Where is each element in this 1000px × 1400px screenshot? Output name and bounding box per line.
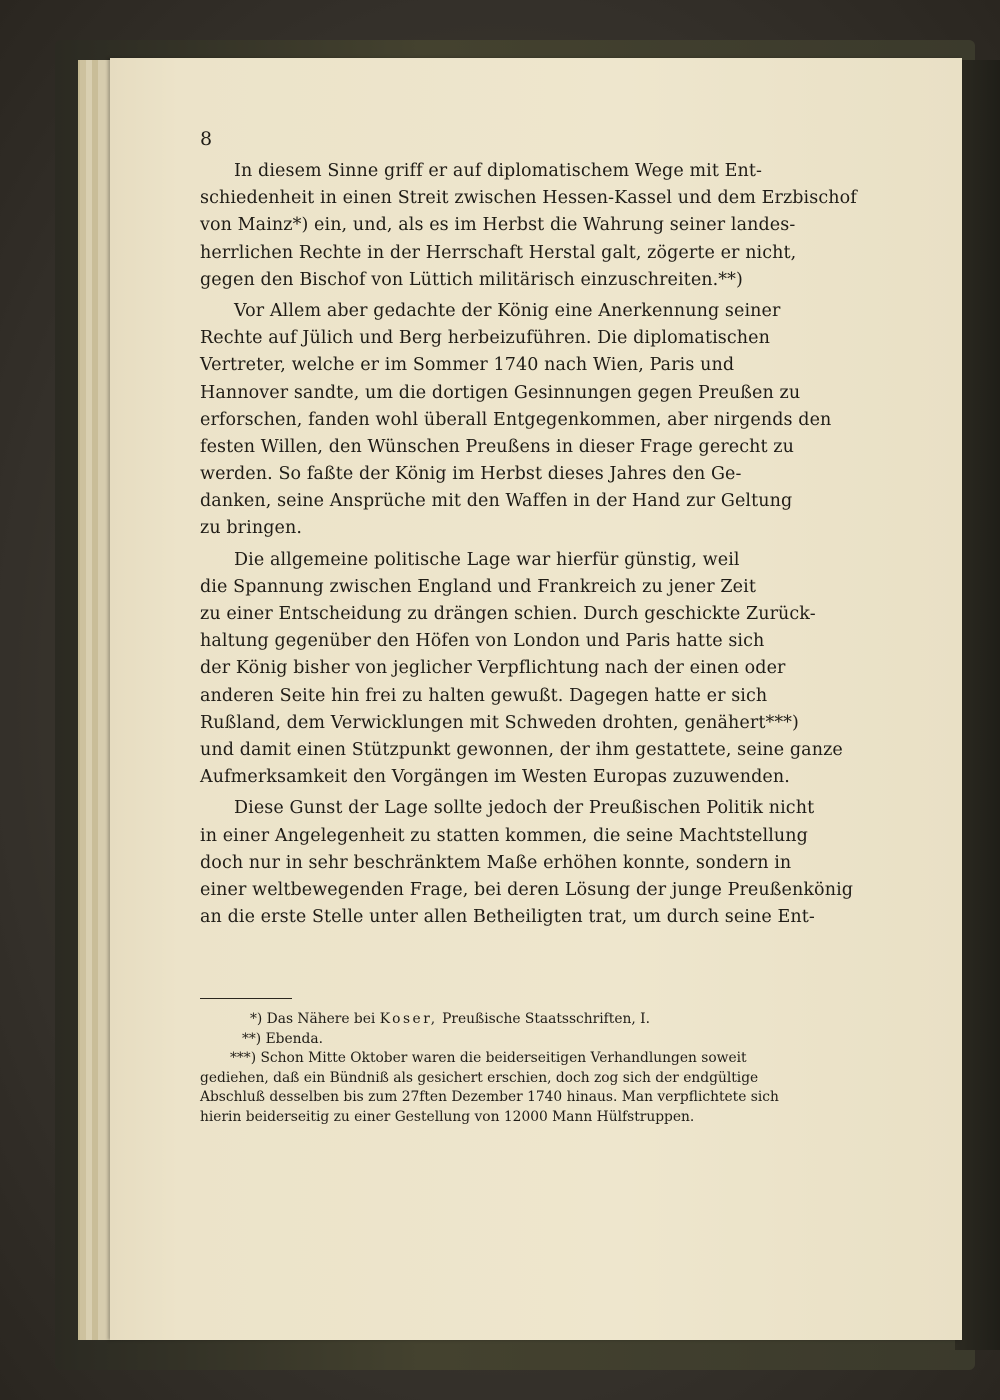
text-line: von Mainz*) ein, und, als es im Herbst die Wahrung seiner landes- (200, 215, 796, 236)
text-line: danken, seine Ansprüche mit den Waffen in der Hand zur Geltung (200, 491, 793, 512)
text-line: Aufmerksamkeit den Vorgängen im Westen Europas zuzuwenden. (200, 767, 790, 788)
text-line: zu einer Entscheidung zu drängen schien. Durch geschickte Zurück- (200, 604, 816, 624)
footnote-text: Ebenda. (265, 1030, 323, 1047)
body-text (200, 158, 857, 935)
text-line: herrlichen Rechte in der Herrschaft Herstal galt, zögerte er nicht, (200, 242, 797, 263)
text-line: Rechte auf Jülich und Berg herbeizuführen. Die diplomatischen (200, 328, 770, 349)
text-line: festen Willen, den Wünschen Preußens in dieser Frage gerecht zu (200, 436, 794, 457)
footnote-marker: **) (242, 1030, 262, 1047)
text-line: zu bringen. (200, 518, 302, 539)
footnote-1 (200, 1010, 720, 1030)
footnote-separator (200, 998, 292, 999)
text-line: In diesem Sinne griff er auf diplomatischem Wege mit Ent- (234, 161, 763, 181)
text-line: haltung gegenüber den Höfen von London und Paris hatte sich (200, 631, 765, 652)
text-line: werden. So faßte der König im Herbst dieses Jahres den Ge- (200, 464, 742, 485)
text-line: an die erste Stelle unter allen Betheiligten trat, um durch seine Ent- (200, 907, 815, 928)
text-line: doch nur in sehr beschränktem Maße erhöhen konnte, sondern in (200, 852, 792, 873)
text-line: die Spannung zwischen England und Frankreich zu jener Zeit (200, 576, 756, 597)
text-line: Vor Allem aber gedachte der König eine Anerkennung seiner (234, 300, 781, 321)
footnote-3-line: hierin beiderseitig zu einer Gestellung von 12000 Mann Hülfstruppen. (200, 1108, 695, 1125)
text-line: Diese Gunst der Lage sollte jedoch der Preußischen Politik nicht (234, 798, 815, 819)
footnote-3-line: ***) Schon Mitte Oktober waren die beiderseitigen Verhandlungen soweit (230, 1050, 747, 1067)
text-line: anderen Seite hin frei zu halten gewußt. Dagegen hatte er sich (200, 685, 768, 706)
footnote-text: Preußische Staatsschriften, I. (442, 1011, 650, 1027)
text-line: erforschen, fanden wohl überall Entgegenkommen, aber nirgends den (200, 409, 832, 430)
footnotes (200, 1010, 779, 1128)
paragraph-2 (200, 298, 832, 543)
text-line: einer weltbewegenden Frage, bei deren Lösung der junge Preußenkönig (200, 879, 854, 900)
text-line: der König bisher von jeglicher Verpflichtung nach der einen oder (200, 658, 786, 679)
paragraph-3 (200, 547, 843, 792)
text-line: gegen den Bischof von Lüttich militärisch einzuschreiten.**) (200, 269, 743, 290)
text-line: Rußland, dem Verwicklungen mit Schweden drohten, genähert***) (200, 712, 799, 733)
paragraph-1 (200, 158, 857, 294)
paragraph-4 (200, 795, 854, 931)
text-line: Hannover sandte, um die dortigen Gesinnungen gegen Preußen zu (200, 382, 801, 403)
footnote-3-line: gediehen, daß ein Bündniß als gesichert erschien, doch zog sich der endgültige (200, 1069, 759, 1086)
footnote-marker: *) (250, 1011, 263, 1027)
text-line: und damit einen Stützpunkt gewonnen, der ihm gestattete, seine ganze (200, 739, 843, 760)
text-line: schiedenheit in einen Streit zwischen Hessen-Kassel und dem Erzbischof (200, 188, 857, 209)
footnote-text: Das Nähere bei (266, 1011, 376, 1027)
text-line: Vertreter, welche er im Sommer 1740 nach Wien, Paris und (200, 355, 735, 376)
footnote-2 (200, 1030, 720, 1050)
footnote-3-line: Abschluß desselben bis zum 27ften Dezember 1740 hinaus. Man verpflichtete sich (200, 1089, 779, 1106)
footnote-author: Koser, (379, 1011, 438, 1027)
text-line: Die allgemeine politische Lage war hierfür günstig, weil (234, 549, 740, 570)
text-line: in einer Angelegenheit zu statten kommen, die seine Machtstellung (200, 825, 808, 846)
page-number: 8 (200, 128, 213, 150)
